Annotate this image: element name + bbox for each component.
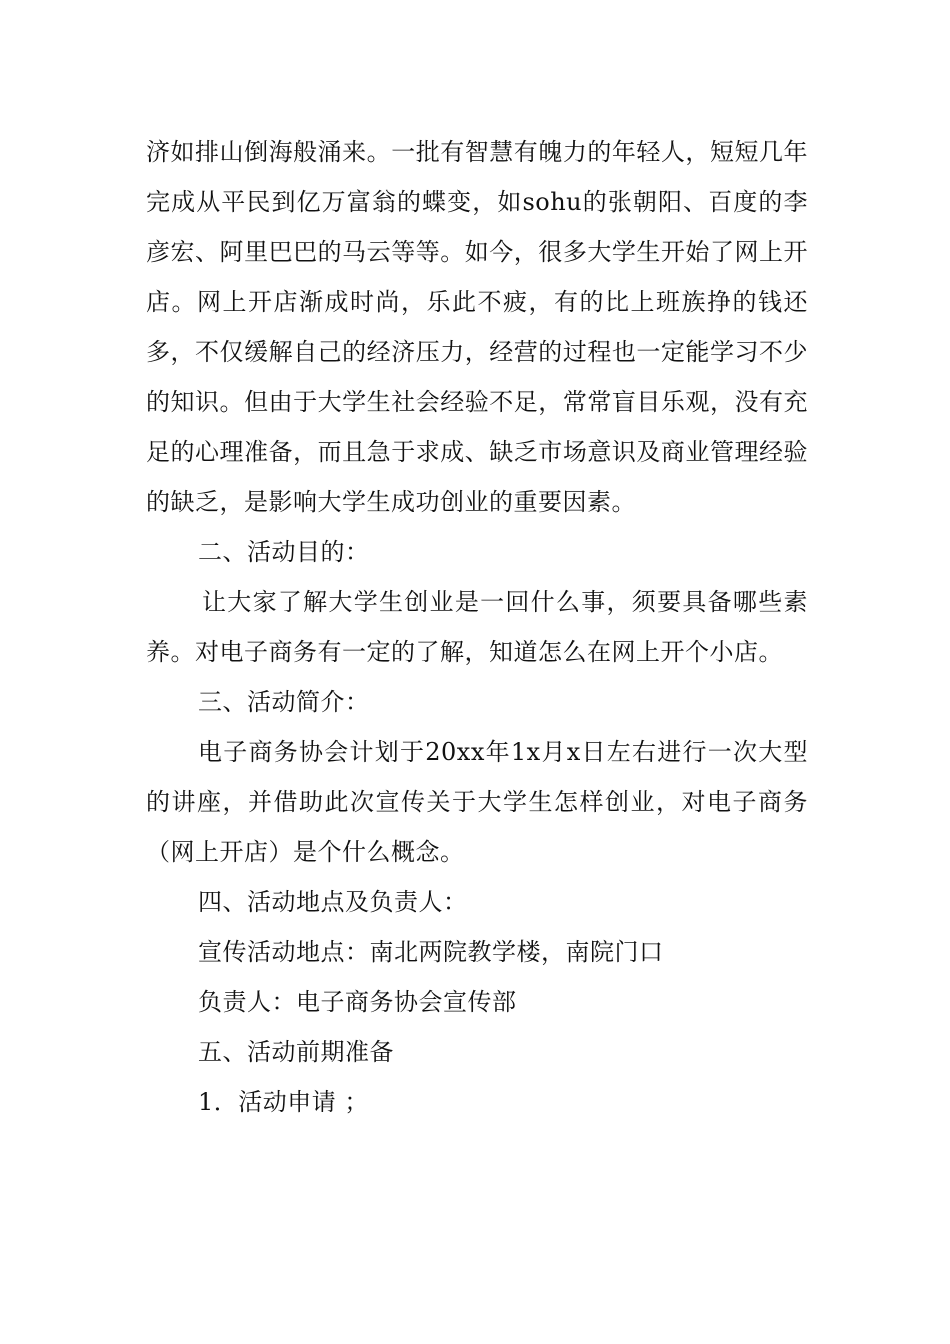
section-heading-location: 四、活动地点及负责人： [198, 888, 468, 916]
purpose-paragraph: 让大家了解大学生创业是一回什么事，须要具备哪些素养。对电子商务有一定的了解，知道怎么在网上开个小店。 [146, 588, 808, 666]
preparation-item-1: 1．活动申请 ； [198, 1088, 369, 1116]
section-heading-preparation: 五、活动前期准备 [198, 1038, 394, 1066]
section-heading-intro: 三、活动简介： [198, 688, 370, 716]
section-heading-purpose: 二、活动目的： [198, 538, 370, 566]
document-body [146, 127, 808, 1127]
location-line: 宣传活动地点：南北两院教学楼，南院门口 [198, 938, 664, 966]
intro-paragraph: 济如排山倒海般涌来。一批有智慧有魄力的年轻人，短短几年完成从平民到亿万富翁的蝶变，如sohu的张朝阳、百度的李彦宏、阿里巴巴的马云等等。如今，很多大学生开始了网上开店。网上开店渐成时尚，乐此不疲，有的比上班族挣的钱还多，不仅缓解自己的经济压力，经营的过程也一定能学习不少的知识。但由于大学生社会经验不足，常常盲目乐观，没有充足的心理准备，而且急于求成、缺乏市场意识及商业管理经验的缺乏，是影响大学生成功创业的重要因素。 [146, 138, 808, 516]
intro-detail-paragraph: 电子商务协会计划于20xx年1x月x日左右进行一次大型的讲座，并借助此次宣传关于大学生怎样创业，对电子商务（网上开店）是个什么概念。 [146, 738, 808, 866]
owner-line: 负责人：电子商务协会宣传部 [198, 988, 517, 1016]
